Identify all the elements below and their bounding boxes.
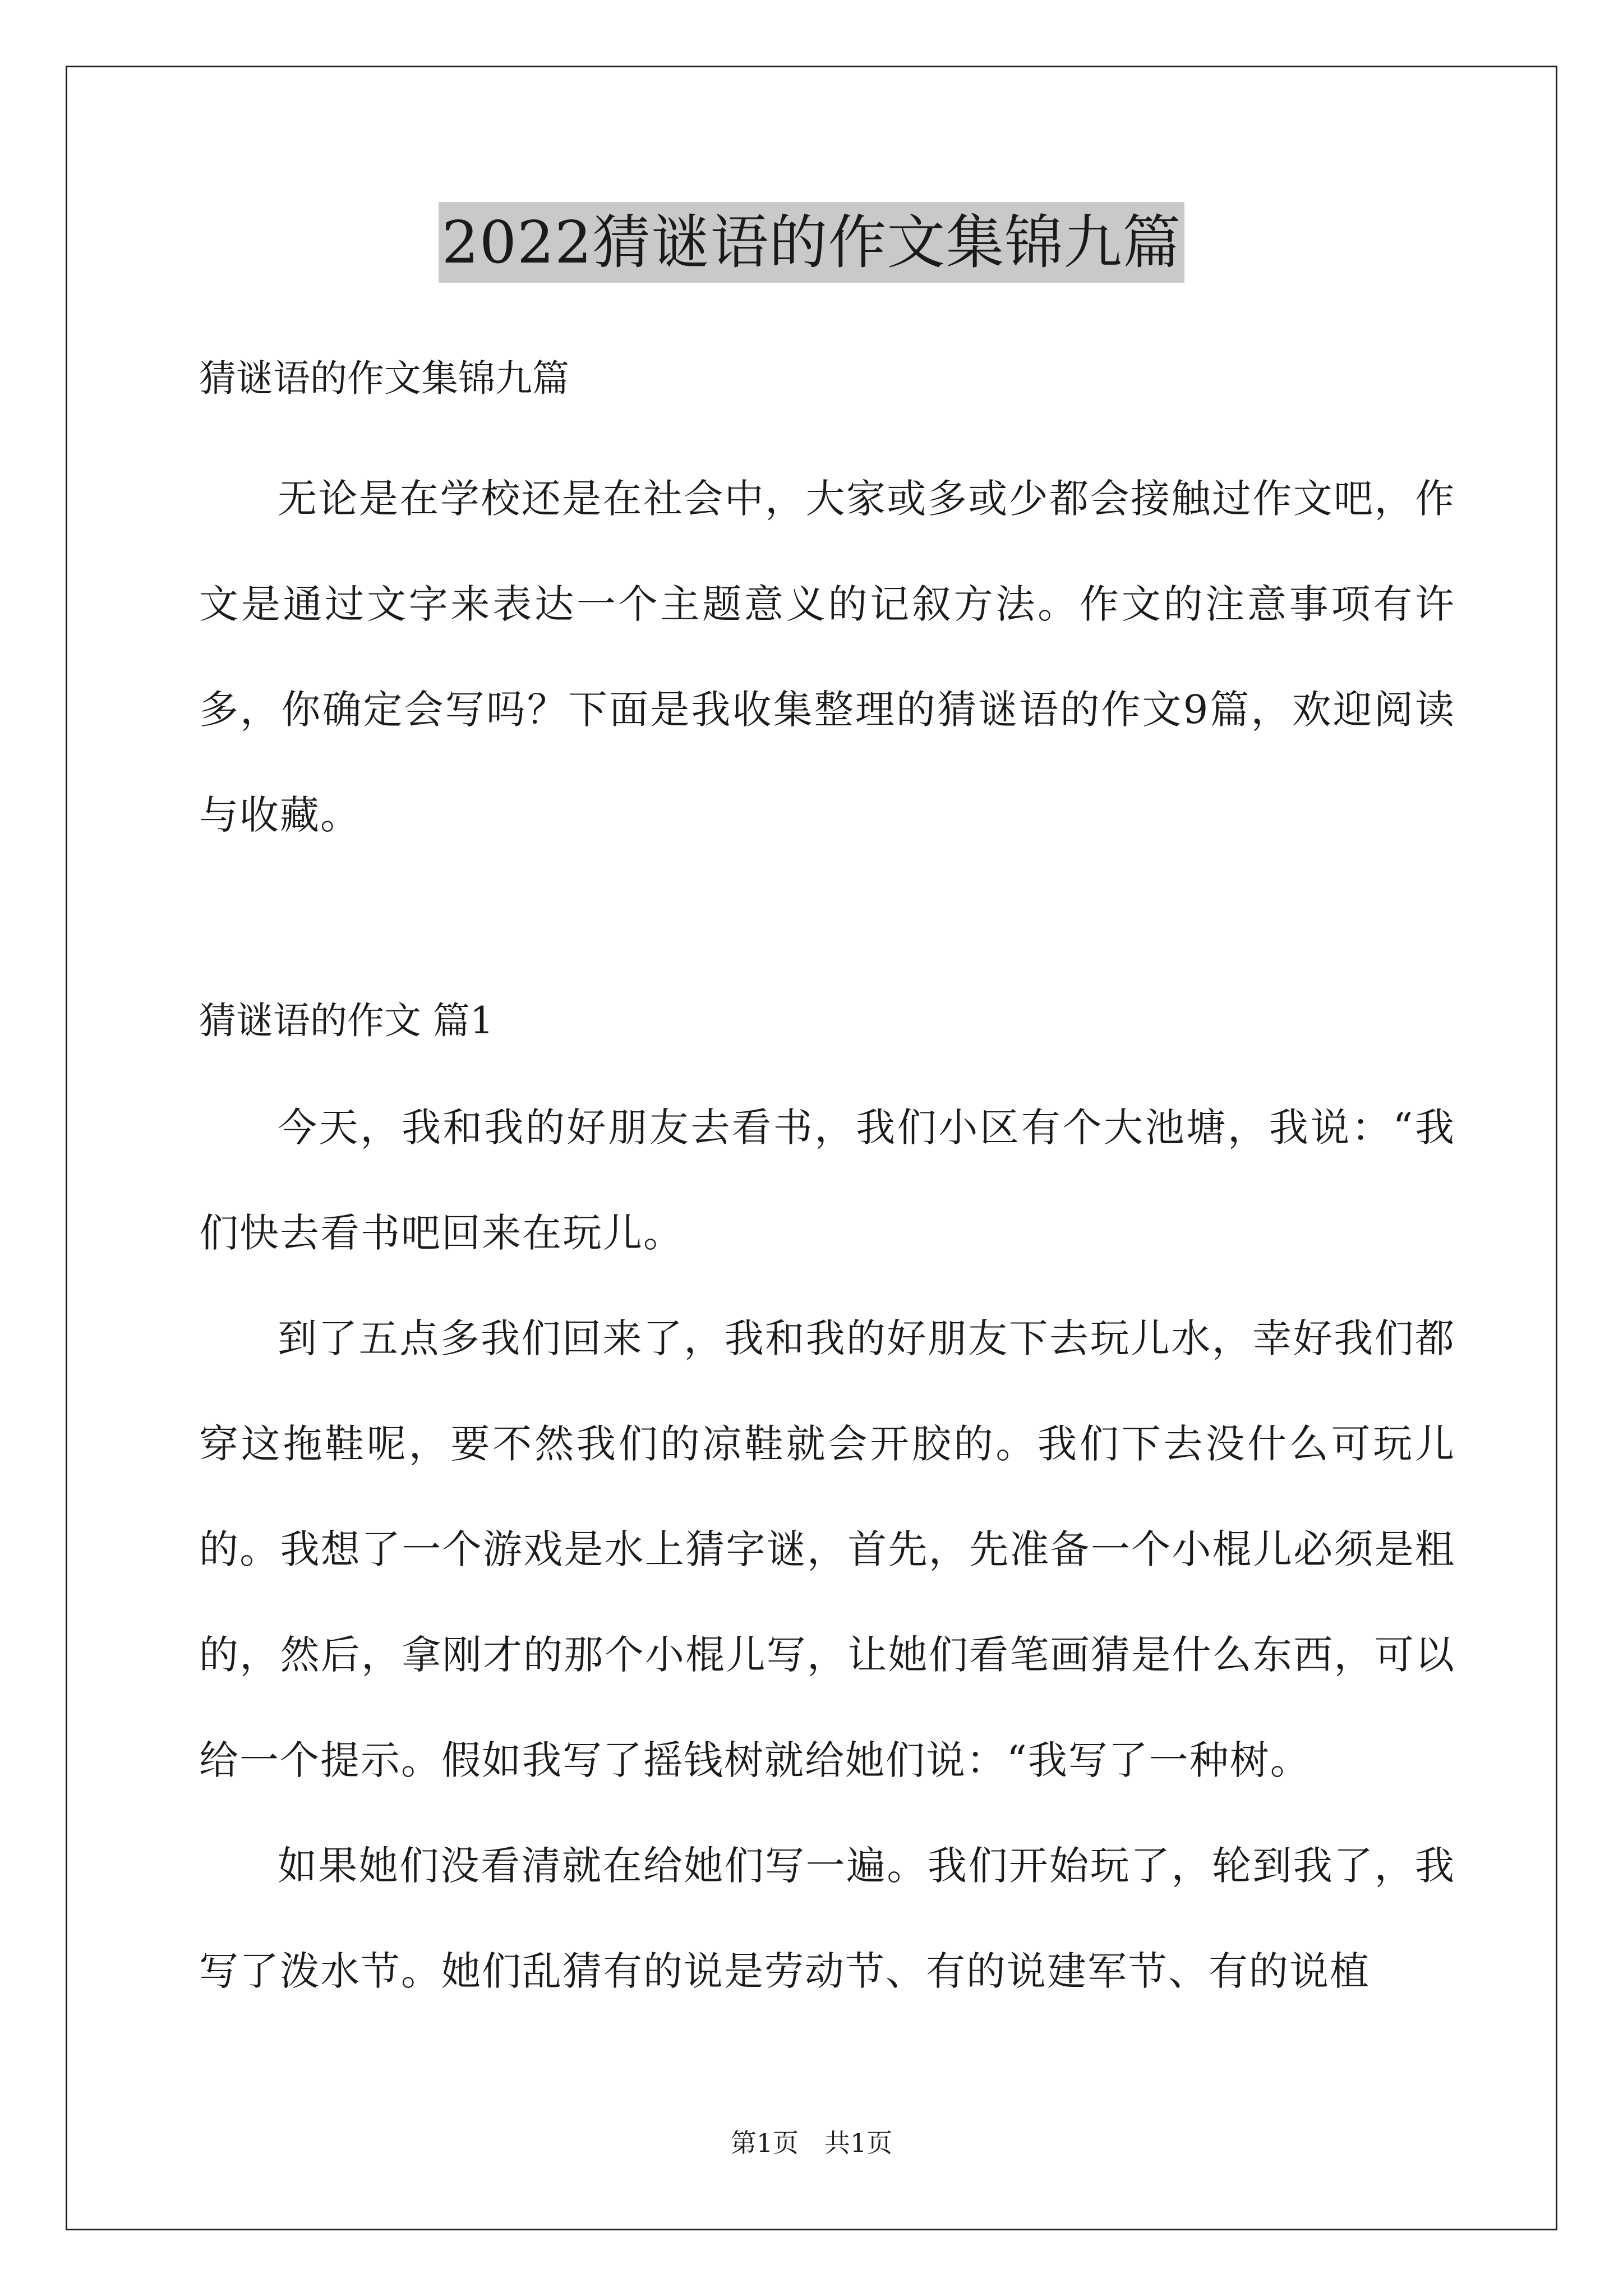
- section1-paragraph-1: 今天，我和我的好朋友去看书，我们小区有个大池塘，我说：“我们快去看书吧回来在玩儿。: [199, 1105, 1455, 1256]
- document-title: 2022猜谜语的作文集锦九篇: [439, 202, 1185, 283]
- section1-paragraph-3: 如果她们没看清就在给她们写一遍。我们开始玩了，轮到我了，我写了泼水节。她们乱猜有的说是劳动节、有的说建军节、有的说植: [199, 1843, 1455, 1994]
- page-footer: 第1页 共1页: [730, 2128, 893, 2158]
- section1-paragraph-2: 到了五点多我们回来了，我和我的好朋友下去玩儿水，幸好我们都穿这拖鞋呢，要不然我们的凉鞋就会开胶的。我们下去没什么可玩儿的。我想了一个游戏是水上猜字谜，首先，先准备一个小棍儿必须是粗的，然后，拿刚才的那个小棍儿写，让她们看笔画猜是什么东西，可以给一个提示。假如我写了摇钱树就给她们说：“我写了一种树。: [199, 1315, 1455, 1783]
- document-subtitle: 猜谜语的作文集锦九篇: [199, 357, 569, 400]
- intro-paragraph: 无论是在学校还是在社会中，大家或多或少都会接触过作文吧，作文是通过文字来表达一个主题意义的记叙方法。作文的注意事项有许多，你确定会写吗？下面是我收集整理的猜谜语的作文9篇，欢迎阅读与收藏。: [199, 476, 1455, 838]
- title-container: [0, 202, 1623, 283]
- section-heading-1: 猜谜语的作文 篇1: [199, 999, 494, 1042]
